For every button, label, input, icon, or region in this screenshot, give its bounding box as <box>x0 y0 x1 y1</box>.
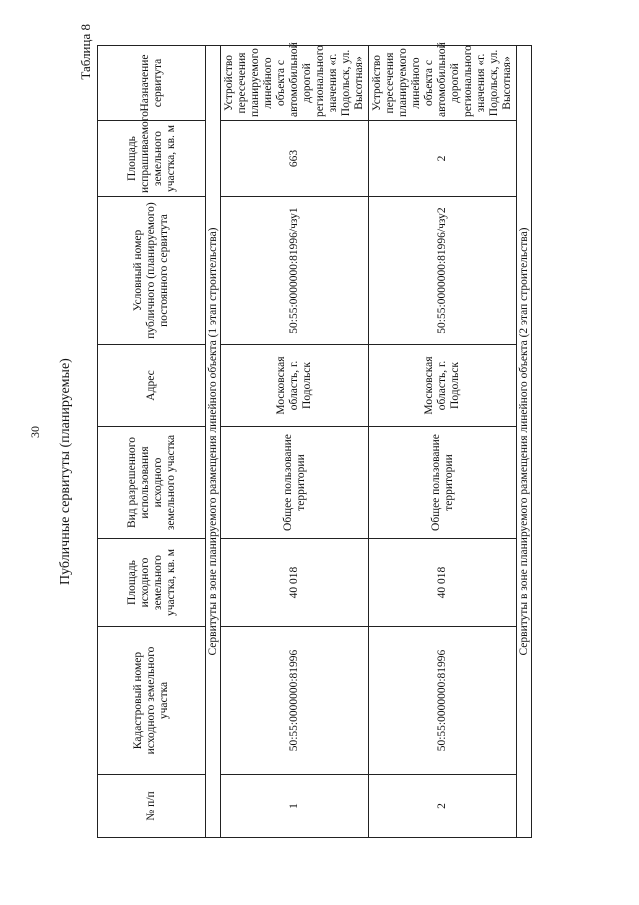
section-title: Сервитуты в зоне планируемого размещения линейного объекта (2 этап строительства) <box>517 46 532 838</box>
col-header-servitude-id: Условный номер публичного (планируемого) постоянного сервитута <box>98 197 206 345</box>
table-label: Таблица 8 <box>78 24 93 80</box>
cell-requested-area: 2 <box>369 121 517 197</box>
col-header-cadastral: Кадастровый номер исходного земельного участка <box>98 627 206 775</box>
col-header-purpose: Назначение сервитута <box>98 46 206 121</box>
cell-area: 40 018 <box>221 539 369 627</box>
section-row <box>206 46 221 838</box>
table-row <box>221 46 369 838</box>
cell-purpose: Устройство пересечения планируемого линейного объекта с автомобильной дорогой регионального значения «г. Подольск, ул. Высотная» <box>221 46 369 121</box>
cell-servitude-id: 50:55:0000000:81996/чзу2 <box>369 197 517 345</box>
cell-address: Московская область, г. Подольск <box>221 345 369 427</box>
col-header-use: Вид разрешенного использования исходного земельного участка <box>98 427 206 539</box>
cell-use: Общее пользование территории <box>221 427 369 539</box>
cell-cadastral: 50:55:0000000:81996 <box>221 627 369 775</box>
col-header-requested-area: Площадь испрашиваемого земельного участка, кв. м <box>98 121 206 197</box>
cell-use: Общее пользование территории <box>369 427 517 539</box>
section-row <box>517 46 532 838</box>
table-row <box>369 46 517 838</box>
cell-cadastral: 50:55:0000000:81996 <box>369 627 517 775</box>
cell-address: Московская область, г. Подольск <box>369 345 517 427</box>
col-header-area: Площадь исходного земельного участка, кв. м <box>98 539 206 627</box>
col-header-num: № п/п <box>98 775 206 838</box>
table-title: Публичные сервитуты (планируемые) <box>58 358 73 585</box>
cell-num: 1 <box>221 775 369 838</box>
servitudes-table <box>97 42 532 838</box>
header-row <box>98 46 206 838</box>
section-title: Сервитуты в зоне планируемого размещения линейного объекта (1 этап строительства) <box>206 46 221 838</box>
cell-area: 40 018 <box>369 539 517 627</box>
cell-purpose: Устройство пересечения планируемого линейного объекта с автомобильной дорогой регионального значения «г. Подольск, ул. Высотная» <box>369 46 517 121</box>
cell-requested-area: 663 <box>221 121 369 197</box>
cell-servitude-id: 50:55:0000000:81996/чзу1 <box>221 197 369 345</box>
col-header-address: Адрес <box>98 345 206 427</box>
cell-num: 2 <box>369 775 517 838</box>
page-number: 30 <box>28 426 42 438</box>
